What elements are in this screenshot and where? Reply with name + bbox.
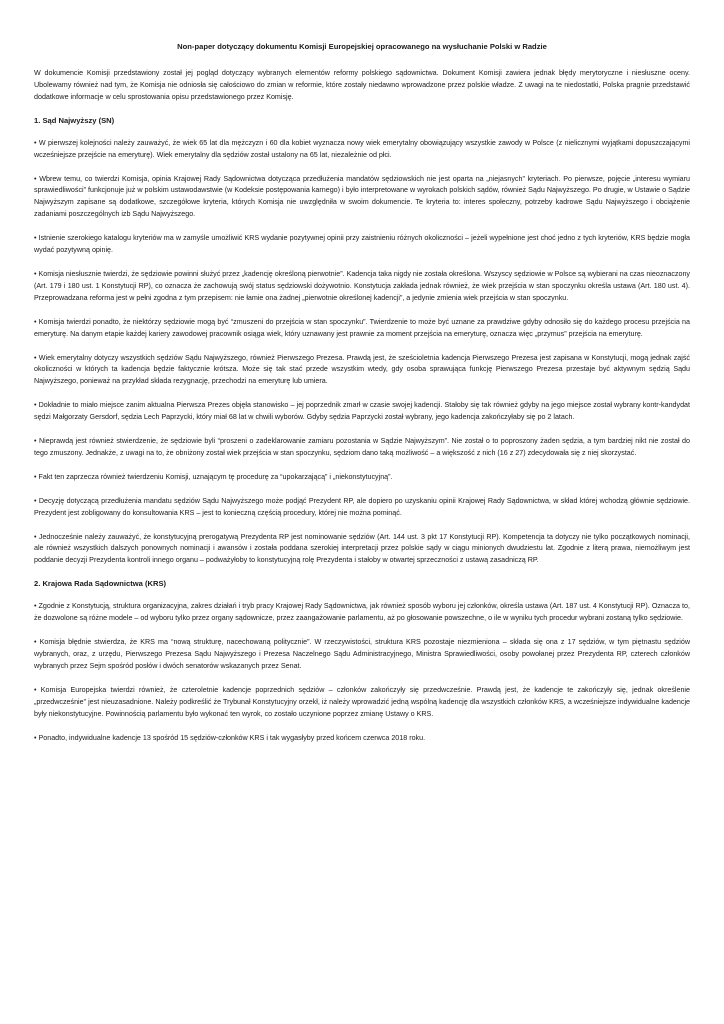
section-heading-sn: 1. Sąd Najwyższy (SN) [34, 115, 115, 125]
bullet-paragraph: • Decyzję dotyczącą przedłużenia mandatu sędziów Sądu Najwyższego może podjąć Prezydent RP, ale dopiero po uzyskaniu opinii Krajowej Rady Sądownictwa, w skład której wchodzą głównie sędziowie. Prezydent jest zobligowany do konsultowania KRS – jest to konieczną częścią procedury, której nie można pominąć. [34, 496, 690, 520]
document-title: Non-paper dotyczący dokumentu Komisji Europejskiej opracowanego na wysłuchanie Polski w Radzie [177, 42, 547, 51]
bullet-paragraph: • Wiek emerytalny dotyczy wszystkich sędziów Sądu Najwyższego, również Pierwszego Prezesa. Prawdą jest, że sześcioletnia kadencja Pierwszego Prezesa jest zapisana w Konstytucji, mogą jednak zajść okoliczności w których ta kadencja będzie faktycznie krótsza. Może się tak stać przede wszystkim wtedy, gdy osoba sprawująca funkcję Pierwszego Prezesa przestaje być aktywnym sędzią Sądu Najwyższego, ponieważ na przykład składa rezygnację, przechodzi na emeryturę lub umiera. [34, 353, 690, 389]
bullet-paragraph: • W pierwszej kolejności należy zauważyć, że wiek 65 lat dla mężczyzn i 60 dla kobiet wyznacza nowy wiek emerytalny obowiązujący wszystkie zawody w Polsce (z nielicznymi wyjątkami dopuszczającymi wcześniejsze przejście na emeryturę). Wiek emerytalny dla sędziów został ustalony na 65 lat, niezależnie od płci. [34, 138, 690, 162]
bullet-paragraph: • Dokładnie to miało miejsce zanim aktualna Pierwsza Prezes objęła stanowisko – jej poprzednik zmarł w czasie swojej kadencji. Stałoby się tak również gdyby na jego miejsce został wybrany kontr-kandydat sędzi Małgorzaty Gersdorf, sędzia Lech Paprzycki, który miał 68 lat w chwili wyborów. Gdyby sędzia Paprzycki został wybrany, jego kadencja zakończyłaby się po 2 latach. [34, 400, 690, 424]
bullet-paragraph: • Komisja twierdzi ponadto, że niektórzy sędziowie mogą być “zmuszeni do przejścia w stan spoczynku”. Twierdzenie to może być uznane za prawdziwe gdyby odnosiło się do każdego procesu przejścia na emeryturę. Na danym etapie każdej kariery zawodowej pracownik osiąga wiek, który uznawany jest prawnie za moment przejścia na emeryturę, oznacza więc „przymus” przejścia na emeryturę. [34, 317, 690, 341]
bullet-paragraph: • Istnienie szerokiego katalogu kryteriów ma w zamyśle umożliwić KRS wydanie pozytywnej opinii przy zaistnieniu różnych okoliczności – jeżeli wypełnione jest choć jedno z tych kryteriów, KRS będzie mogła wydać pozytywną opinię. [34, 233, 690, 257]
bullet-paragraph: • Komisja niesłusznie twierdzi, że sędziowie powinni służyć przez „kadencję określoną pierwotnie”. Kadencja taka nigdy nie została określona. Wszyscy sędziowie w Polsce są wybierani na czas nieoznaczony (Art. 179 i 180 ust. 1 Konstytucji RP), co oznacza że zachowują swój status sędziowski dożywotnio. Konstytucja zakłada jednak również, że wiek przejścia w stan spoczynku określa ustawa (Art. 180 ust. 4). Przeprowadzana reforma jest w pełni zgodna z tym przepisem: nie łamie ona żadnej „pierwotnie określonej kadencji”, a jedynie zmienia wiek przejścia w stan spoczynku. [34, 269, 690, 305]
bullet-paragraph: • Komisja błędnie stwierdza, że KRS ma “nową strukturę, nacechowaną politycznie”. W rzeczywistości, struktura KRS pozostaje niezmieniona – składa się ona z 17 sędziów, w tym piętnastu sędziów wybranych, oraz, z urzędu, Pierwszego Prezesa Sądu Najwyższego i Prezesa Naczelnego Sądu Administracyjnego, Ministra Sprawiedliwości, osoby powołanej przez Prezydenta RP, czterech członków wybranych przez Sejm spośród posłów i dwóch senatorów wskazanych przez Senat. [34, 637, 690, 673]
bullet-paragraph: • Ponadto, indywidualne kadencje 13 spośród 15 sędziów-członków KRS i tak wygasłyby przed końcem czerwca 2018 roku. [34, 733, 690, 745]
section-heading-krs: 2. Krajowa Rada Sądownictwa (KRS) [34, 579, 167, 589]
bullet-paragraph: • Jednocześnie należy zauważyć, że konstytucyjną prerogatywą Prezydenta RP jest nominowanie sędziów (Art. 144 ust. 3 pkt 17 Konstytucji RP). Kompetencja ta dotyczy nie tylko początkowych nominacji, ale również wszystkich dalszych ponownych nominacji i awansów i została poddana szerokiej interpretacji przez polskie sądy w ciągu minionych dwudziestu lat. Zgodnie z literą prawa, niemożliwym jest poddanie decyzji Prezydenta kontroli innego organu – podważyłoby to konstytucyjną rolę Prezydenta i stałoby w otwartej sprzeczności z ustawą zasadniczą RP. [34, 532, 690, 568]
bullet-paragraph: • Nieprawdą jest również stwierdzenie, że sędziowie byli “proszeni o zadeklarowanie zamiaru pozostania w Sądzie Najwyższym”. Nie został o to poproszony żaden sędzia, a tym bardziej nikt nie został do tego zmuszony. Jednakże, z uwagi na to, że obniżony został wiek przejścia w stan spoczynku, sędziom dano taką możliwość – a większość z nich (16 z 27) zdecydowała się z niej skorzystać. [34, 436, 690, 460]
bullet-paragraph: • Komisja Europejska twierdzi również, że czteroletnie kadencje poprzednich sędziów – członków zakończyły się przedwcześnie. Prawdą jest, że kadencje te zakończyły się, jednak określenie „przedwcześnie” jest nieuzasadnione. Należy podkreślić że Trybunał Konstytucyjny orzekł, iż należy wprowadzić jedną wspólną kadencję dla wszystkich członków KRS, a wcześniejsze indywidualne kadencje były niekonstytucyjne. Powinnością parlamentu było wykonać ten wyrok, co zostało uczynione poprzez zmianę Ustawy o KRS. [34, 685, 690, 721]
bullet-paragraph: • Wbrew temu, co twierdzi Komisja, opinia Krajowej Rady Sądownictwa dotycząca przedłużenia mandatów sędziowskich nie jest oparta na „niejasnych” kryteriach. Po pierwsze, pojęcie „interesu wymiaru sprawiedliwości” funkcjonuje już w polskim ustawodawstwie (w Kodeksie postępowania karnego) i było interpretowane w wyrokach polskich sądów, również Sądu Najwyższego. Po drugie, w Ustawie o Sądzie Najwyższym zapisane są dodatkowe, szczegółowe kryteria, których Komisja nie uwzględniła w swoim dokumencie. Te kryteria to: interes społeczny, potrzeby kadrowe Sądu Najwyższego i obciążenie zadaniami poszczególnych izb Sądu Najwyższego. [34, 174, 690, 222]
bullet-paragraph: • Fakt ten zaprzecza również twierdzeniu Komisji, uznającym tę procedurę za “upokarzającą” i „niekonstytucyjną”. [34, 472, 690, 484]
intro-paragraph: W dokumencie Komisji przedstawiony został jej pogląd dotyczący wybranych elementów reformy polskiego sądownictwa. Dokument Komisji zawiera jednak błędy merytoryczne i niesłuszne oceny. Ubolewamy również nad tym, że Komisja nie odniosła się całościowo do zmian w reformie, które zostały niedawno wprowadzone przez polskie władze. Z uwagi na te niedostatki, Polska pragnie przedstawić dodatkowe informacje w celu sprostowania opisu przedstawionego przez Komisję. [34, 69, 690, 101]
bullet-paragraph: • Zgodnie z Konstytucją, struktura organizacyjna, zakres działań i tryb pracy Krajowej Rady Sądownictwa, jak również sposób wyboru jej członków, określa ustawa (Art. 187 ust. 4 Konstytucji RP). Oznacza to, że dozwolone są różne modele – od wyboru tylko przez organy sądownicze, przez zaangażowanie parlamentu, aż po głosowanie powszechne, o ile w wyniku tych procedur wybrani zostaną tylko sędziowie. [34, 601, 690, 625]
